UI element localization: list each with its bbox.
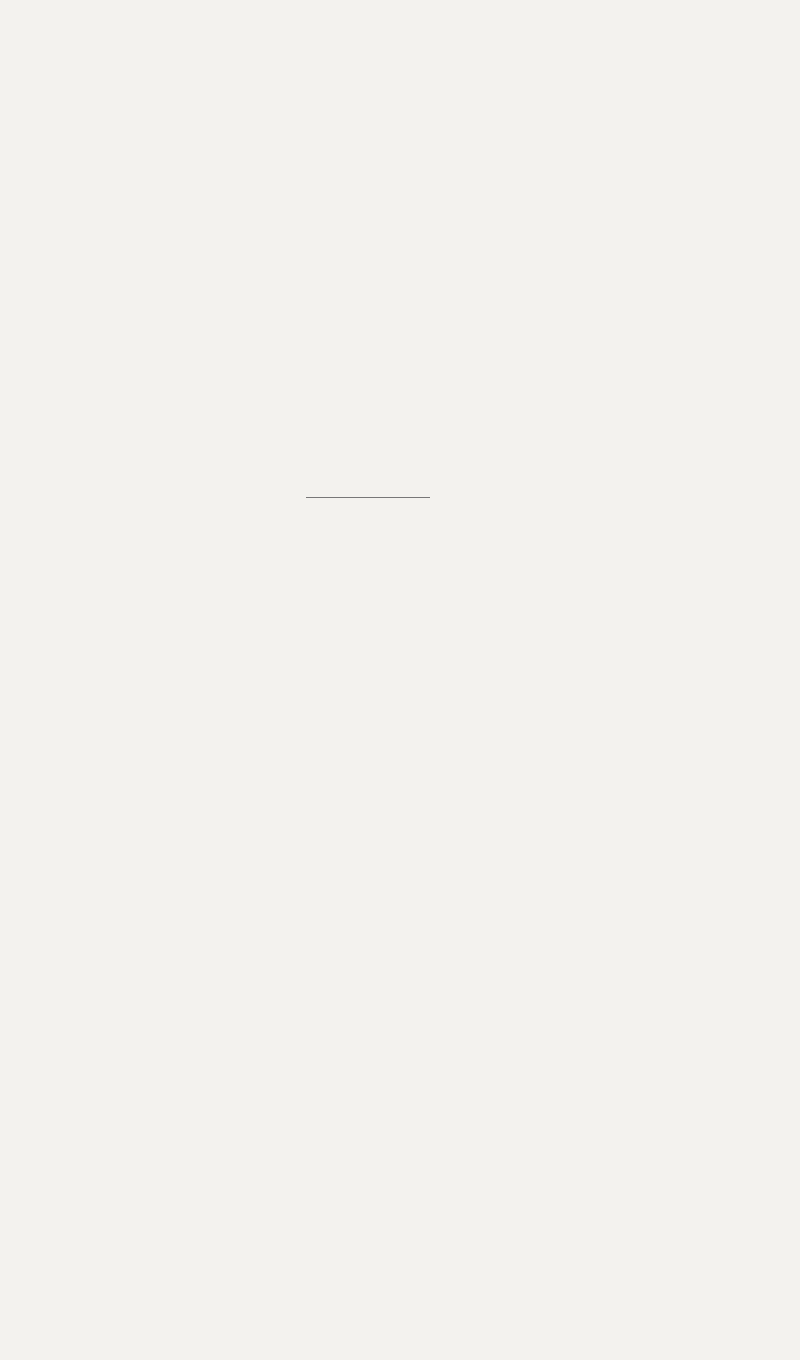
index-heading-underline	[306, 497, 430, 498]
